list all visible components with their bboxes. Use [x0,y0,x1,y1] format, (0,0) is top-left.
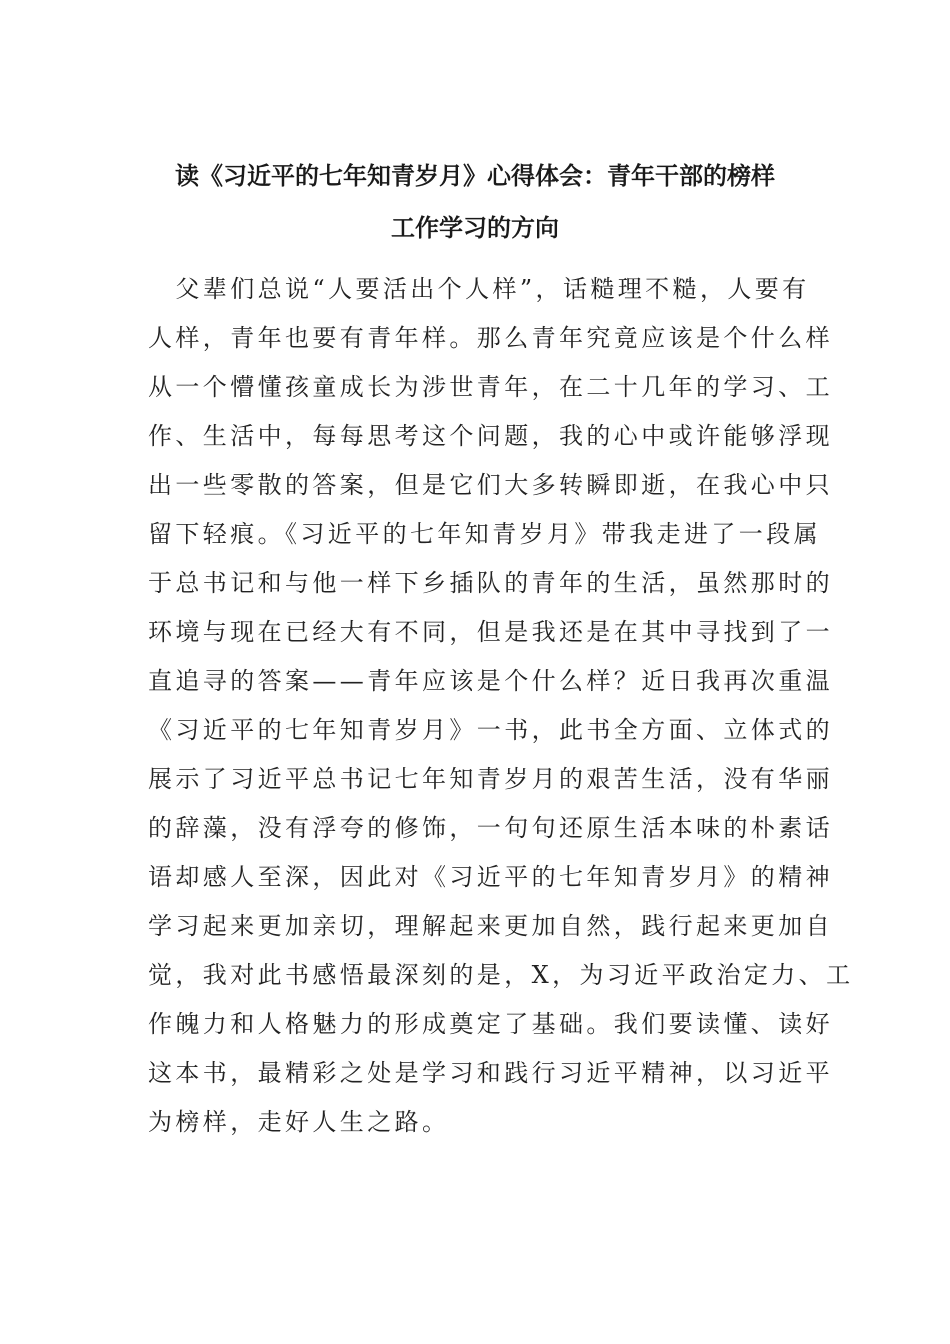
title-line-2: 工作学习的方向 [391,213,559,242]
document-title [140,150,810,254]
paragraph-line: 作魄力和人格魅力的形成奠定了基础。我们要读懂、读好 [148,1010,833,1038]
paragraph-line: 父辈们总说“人要活出个人样”，话糙理不糙，人要有 [148,275,810,303]
paragraph-line: 语却感人至深，因此对《习近平的七年知青岁月》的精神 [148,863,833,891]
paragraph-line: 这本书，最精彩之处是学习和践行习近平精神，以习近平 [148,1059,833,1087]
paragraph-line: 出一些零散的答案，但是它们大多转瞬即逝，在我心中只 [148,471,833,499]
paragraph-line: 为榜样，走好人生之路。 [148,1108,450,1136]
paragraph-line: 的辞藻，没有浮夸的修饰，一句句还原生活本味的朴素话 [148,814,833,842]
paragraph-line: 人样，青年也要有青年样。那么青年究竟应该是个什么样 [148,324,833,352]
paragraph-line: 于总书记和与他一样下乡插队的青年的生活，虽然那时的 [148,569,833,597]
paragraph-line: 《习近平的七年知青岁月》一书，此书全方面、立体式的 [148,716,833,744]
paragraph-line: 觉，我对此书感悟最深刻的是，X，为习近平政治定力、工 [148,961,854,989]
paragraph-line: 学习起来更加亲切，理解起来更加自然，践行起来更加自 [148,912,833,940]
title-line-1: 读《习近平的七年知青岁月》心得体会：青年干部的榜样 [175,161,775,190]
paragraph-line: 环境与现在已经大有不同，但是我还是在其中寻找到了一 [148,618,833,646]
paragraph-line: 从一个懵懂孩童成长为涉世青年，在二十几年的学习、工 [148,373,833,401]
paragraph-line: 直追寻的答案——青年应该是个什么样？近日我再次重温 [148,667,833,695]
paragraph-line: 展示了习近平总书记七年知青岁月的艰苦生活，没有华丽 [148,765,833,793]
paragraph-line: 留下轻痕。《习近平的七年知青岁月》带我走进了一段属 [148,520,821,548]
paragraph-line: 作、生活中，每每思考这个问题，我的心中或许能够浮现 [148,422,833,450]
body-paragraph [148,265,854,1147]
